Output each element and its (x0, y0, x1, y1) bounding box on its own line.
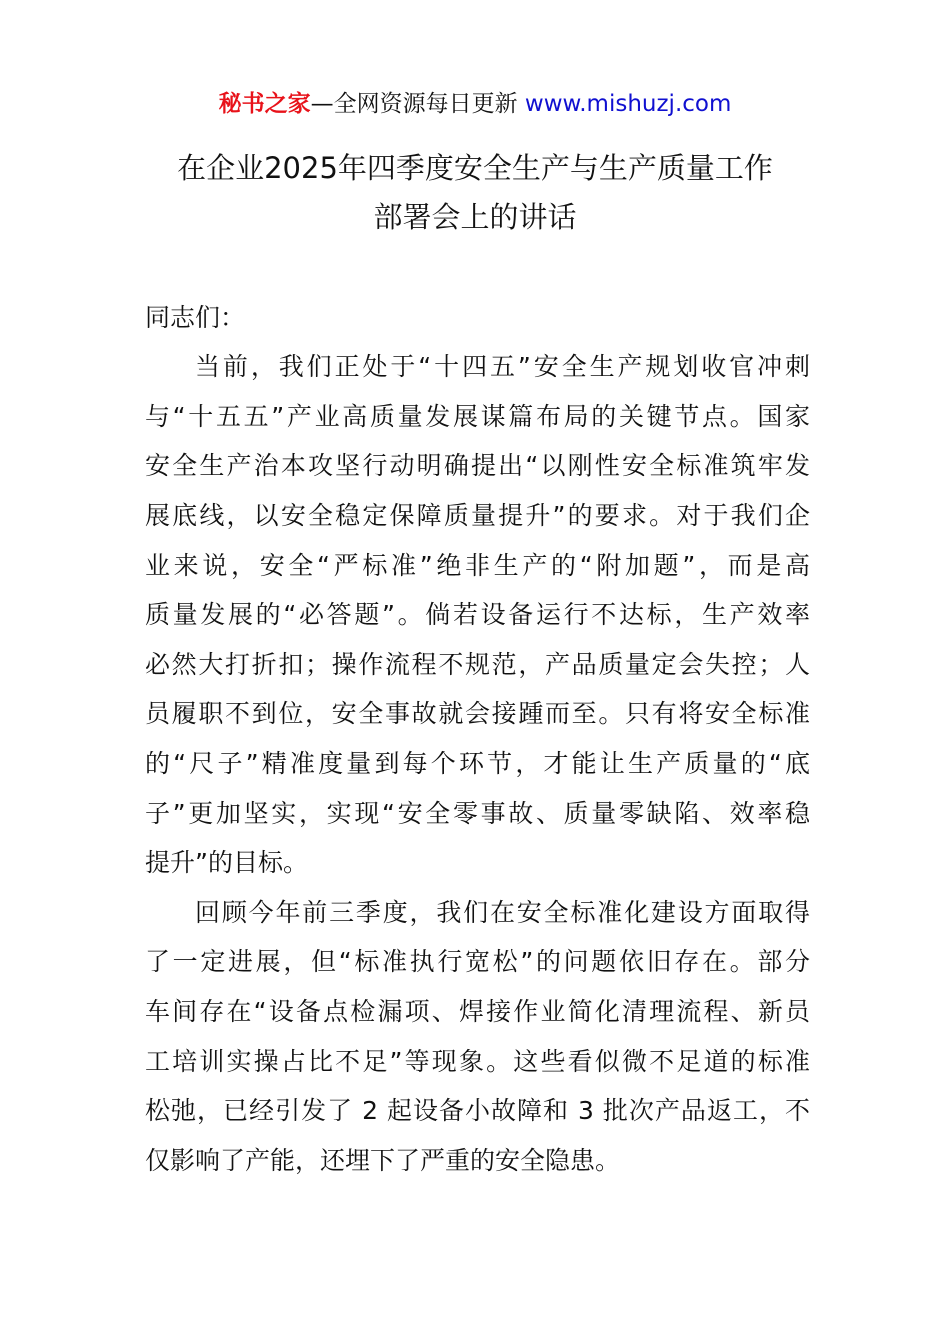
paragraph-line: 质量发展的“必答题”。倘若设备运行不达标，生产效率 (145, 600, 810, 629)
paragraph-line: 仅影响了产能，还埋下了严重的安全隐患。 (145, 1146, 621, 1175)
paragraph-line: 业来说，安全“严标准”绝非生产的“附加题”，而是高 (145, 551, 810, 580)
paragraph-line: 提升”的目标。 (145, 848, 308, 877)
paragraph-line: 与“十五五”产业高质量发展谋篇布局的关键节点。国家 (145, 402, 810, 431)
paragraph-line: 必然大打折扣；操作流程不规范，产品质量定会失控；人 (145, 650, 810, 679)
site-header (0, 88, 950, 120)
site-link[interactable]: www.mishuzj.com (524, 91, 732, 117)
brand-name: 秘书之家 (218, 91, 311, 117)
paragraph-line: 员履职不到位，安全事故就会接踵而至。只有将安全标准 (145, 699, 810, 728)
document-title-line-1: 在企业2025年四季度安全生产与生产质量工作 (177, 151, 773, 185)
paragraph-line: 当前，我们正处于“十四五”安全生产规划收官冲刺 (195, 352, 810, 381)
paragraph-line: 车间存在“设备点检漏项、焊接作业简化清理流程、新员 (145, 997, 810, 1026)
paragraph-line: 安全生产治本攻坚行动明确提出“以刚性安全标准筑牢发 (145, 451, 810, 480)
document-title-line-2: 部署会上的讲话 (373, 200, 577, 234)
paragraph-line: 展底线，以安全稳定保障质量提升”的要求。对于我们企 (145, 501, 810, 530)
paragraph-line: 回顾今年前三季度，我们在安全标准化建设方面取得 (195, 898, 810, 927)
salutation: 同志们： (145, 303, 246, 332)
paragraph-line: 子”更加坚实，实现“安全零事故、质量零缺陷、效率稳 (145, 799, 810, 828)
slogan: —全网资源每日更新 (310, 91, 518, 117)
paragraph-line: 工培训实操占比不足”等现象。这些看似微不足道的标准 (145, 1047, 810, 1076)
paragraph-line: 了一定进展，但“标准执行宽松”的问题依旧存在。部分 (145, 947, 810, 976)
paragraph-line: 的“尺子”精准度量到每个环节，才能让生产质量的“底 (145, 749, 810, 778)
paragraph-line: 松弛，已经引发了 2 起设备小故障和 3 批次产品返工，不 (145, 1096, 810, 1125)
